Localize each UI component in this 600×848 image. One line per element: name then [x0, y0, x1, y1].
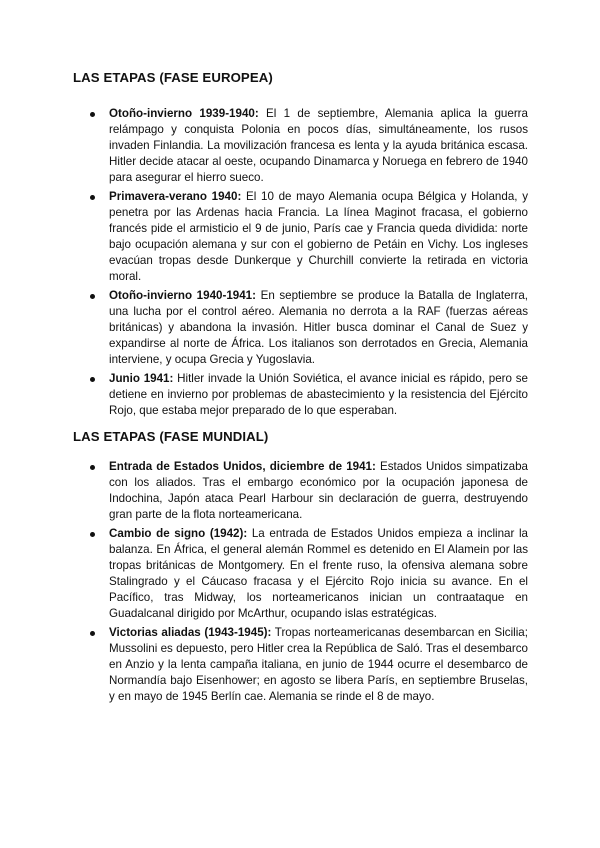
item-text: Tropas norteamericanas desembarcan en Sicilia; Mussolini es depuesto, pero Hitler crea la República de Saló. Tras el desembarco en Anzio y la lenta campaña italiana, en junio de 1944 ocurre el desembarco de Normandía bajo Eisenhower; en agosto se libera París, en septiembre Bruselas, y en mayo de 1945 Berlín cae. Alemania se rinde el 8 de mayo.: [109, 626, 528, 703]
bullet-icon: [90, 465, 95, 470]
item-text: Estados Unidos simpatizaba con los aliados. Tras el embargo económico por la ocupación japonesa de Indochina, Japón ataca Pearl Harbour sin declaración de guerra, destruyendo gran parte de la flota norteamericana.: [109, 460, 528, 521]
item-lead: Junio 1941:: [109, 372, 174, 385]
list-item: [0, 459, 600, 523]
bullet-icon: [90, 294, 95, 299]
bullet-icon: [90, 195, 95, 200]
list-item: [0, 371, 600, 419]
section-title-fase-europea: LAS ETAPAS (FASE EUROPEA): [73, 70, 273, 85]
list-item: [0, 625, 600, 705]
item-lead: Victorias aliadas (1943-1945):: [109, 626, 272, 639]
bullet-icon: [90, 112, 95, 117]
item-lead: Otoño-invierno 1939-1940:: [109, 107, 259, 120]
list-item: [0, 189, 600, 285]
item-lead: Otoño-invierno 1940-1941:: [109, 289, 256, 302]
item-lead: Entrada de Estados Unidos, diciembre de 1941:: [109, 460, 376, 473]
list-item: [0, 106, 600, 186]
item-text: El 1 de septiembre, Alemania aplica la guerra relámpago y conquista Polonia en pocos días, simultáneamente, los rusos invaden Finlandia. La movilización francesa es lenta y la ayuda británica escasa. Hitler decide atacar al oeste, ocupando Dinamarca y Noruega en febrero de 1940 para asegurar el hierro sueco.: [109, 107, 528, 184]
item-text: Hitler invade la Unión Soviética, el avance inicial es rápido, pero se detiene en invierno por problemas de abastecimiento y la resistencia del Ejército Rojo, que estaba mejor preparado de lo que esperaban.: [109, 372, 528, 417]
bullet-icon: [90, 631, 95, 636]
list-item: [0, 526, 600, 622]
item-text: La entrada de Estados Unidos empieza a inclinar la balanza. En África, el general alemán Rommel es detenido en El Alamein por las tropas británicas de Montgomery. En el frente ruso, la ofensiva alemana sobre Stalingrado y el Cáucaso fracasa y el Ejército Rojo inicia su avance. En el Pacífico, tras Midway, los norteamericanos inician un contraataque en Guadalcanal dirigido por McArthur, ocupando islas estratégicas.: [109, 527, 529, 620]
list-item: [0, 288, 600, 368]
bullet-icon: [90, 532, 95, 537]
item-text: En septiembre se produce la Batalla de Inglaterra, una lucha por el control aéreo. Alemania no derrota a la RAF (fuerzas aéreas británicas) y abandona la invasión. Hitler busca dominar el Canal de Suez y expandirse al norte de África. Los italianos son derrotados en Grecia, Alemania interviene, y ocupa Grecia y Yugoslavia.: [109, 289, 528, 366]
bullet-icon: [90, 377, 95, 382]
bullet-list-fase-europea: [0, 106, 600, 422]
item-lead: Primavera-verano 1940:: [109, 190, 242, 203]
item-lead: Cambio de signo (1942):: [109, 527, 248, 540]
item-text: El 10 de mayo Alemania ocupa Bélgica y Holanda, y penetra por las Ardenas hacia Francia. La línea Maginot fracasa, el gobierno francés pide el armisticio el 9 de junio, París cae y Francia queda dividida: norte bajo ocupación alemana y sur con el gobierno de Petáin en Vichy. Los ingleses evacúan tropas desde Dunkerque y Churchill convierte la retirada en victoria moral.: [109, 190, 528, 283]
section-title-fase-mundial: LAS ETAPAS (FASE MUNDIAL): [73, 429, 269, 444]
bullet-list-fase-mundial: [0, 459, 600, 708]
